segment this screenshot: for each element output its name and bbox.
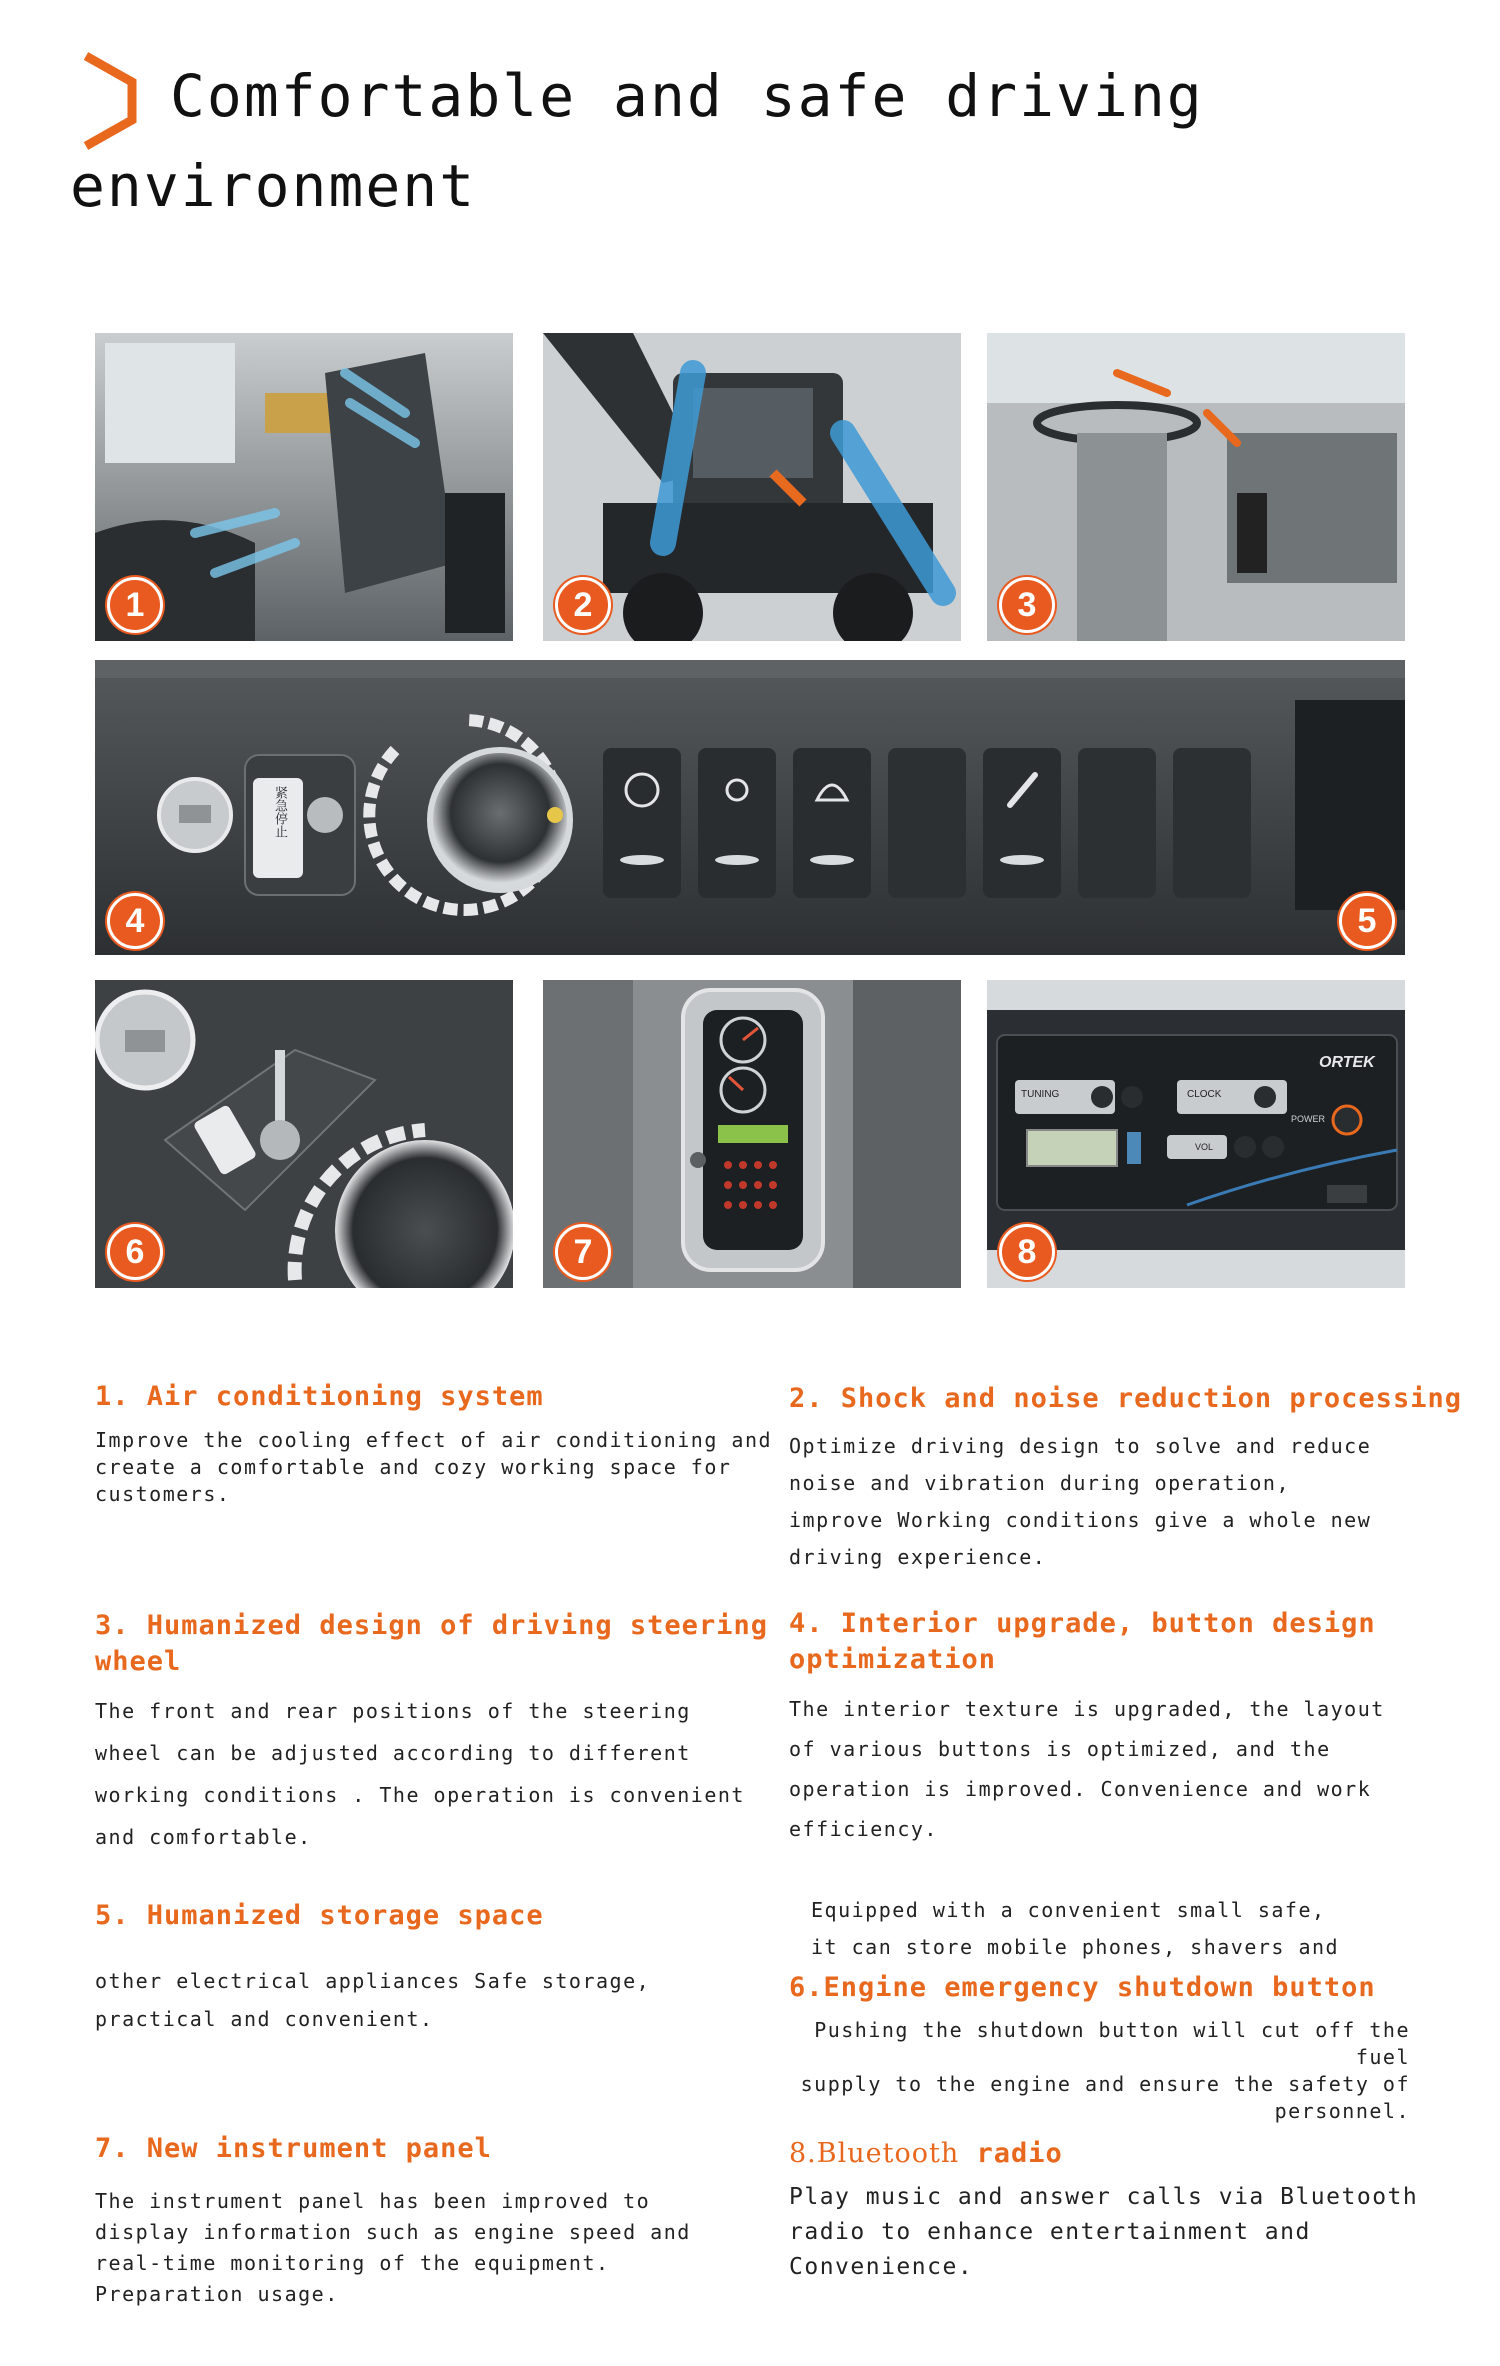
badge-4: 4	[107, 893, 163, 949]
feature-4-body: The interior texture is upgraded, the layout of various buttons is optimized, and the operation is improved. Convenience and work efficiency.	[789, 1697, 1385, 1841]
badge-6: 6	[107, 1224, 163, 1280]
feature-6-body: Pushing the shutdown button will cut off the fuel supply to the engine and ensure the safety of personnel.	[800, 2018, 1410, 2123]
photo-control-panel	[95, 660, 1405, 955]
radio-tuning-label: TUNING	[1021, 1089, 1060, 1100]
badge-5: 5	[1339, 893, 1395, 949]
feature-2-body: Optimize driving design to solve and reduce noise and vibration during operation, improve Working conditions give a whole new driving experience.	[789, 1434, 1372, 1569]
feature-3-body: The front and rear positions of the steering wheel can be adjusted according to different working conditions . The operation is convenient and comfortable.	[95, 1699, 745, 1849]
badge-3: 3	[999, 577, 1055, 633]
badge-8: 8	[999, 1224, 1055, 1280]
feature-1-heading: 1. Air conditioning system	[95, 1381, 544, 1412]
feature-5-extra-body: Equipped with a convenient small safe, it can store mobile phones, shavers and	[811, 1898, 1340, 1959]
badge-7: 7	[555, 1224, 611, 1280]
feature-6-heading: 6.Engine emergency shutdown button	[789, 1972, 1376, 2003]
feature-5-heading: 5. Humanized storage space	[95, 1900, 544, 1931]
page-title-line2: environment	[70, 152, 477, 220]
badge-1: 1	[107, 577, 163, 633]
radio-power-label: POWER	[1291, 1114, 1326, 1124]
radio-brand: ORTEK	[1319, 1054, 1375, 1071]
feature-8-heading: 8.Bluetooth radio	[789, 2138, 1063, 2169]
radio-vol-label: VOL	[1195, 1142, 1214, 1152]
photo-cab-noise	[543, 333, 961, 641]
photo-instrument-panel	[543, 980, 961, 1288]
radio-clock-label: CLOCK	[1187, 1089, 1222, 1100]
feature-4-heading: 4. Interior upgrade, button design optimization	[789, 1608, 1376, 1675]
photo-steering-wheel	[987, 333, 1405, 641]
feature-7-body: The instrument panel has been improved to display information such as engine speed and real-time monitoring of the equipment. Preparation usage.	[95, 2189, 691, 2306]
feature-8-body: Play music and answer calls via Bluetooth radio to enhance entertainment and Convenience.	[789, 2184, 1419, 2280]
badge-2: 2	[555, 577, 611, 633]
photo-bluetooth-radio	[987, 980, 1405, 1288]
feature-3-heading: 3. Humanized design of driving steering wheel	[95, 1610, 768, 1677]
feature-7-heading: 7. New instrument panel	[95, 2133, 492, 2164]
emergency-stop-label: 紧急停止	[272, 786, 287, 838]
photo-air-conditioning	[95, 333, 513, 641]
feature-1-body: Improve the cooling effect of air conditioning and create a comfortable and cozy working space for customers.	[95, 1428, 773, 1506]
feature-2-heading: 2. Shock and noise reduction processing	[789, 1383, 1462, 1414]
photo-emergency-stop	[95, 980, 513, 1288]
header-chevron-icon	[82, 52, 138, 150]
page-title-line1: Comfortable and safe driving	[170, 62, 1204, 130]
feature-5-body: other electrical appliances Safe storage, practical and convenient.	[95, 1969, 651, 2031]
